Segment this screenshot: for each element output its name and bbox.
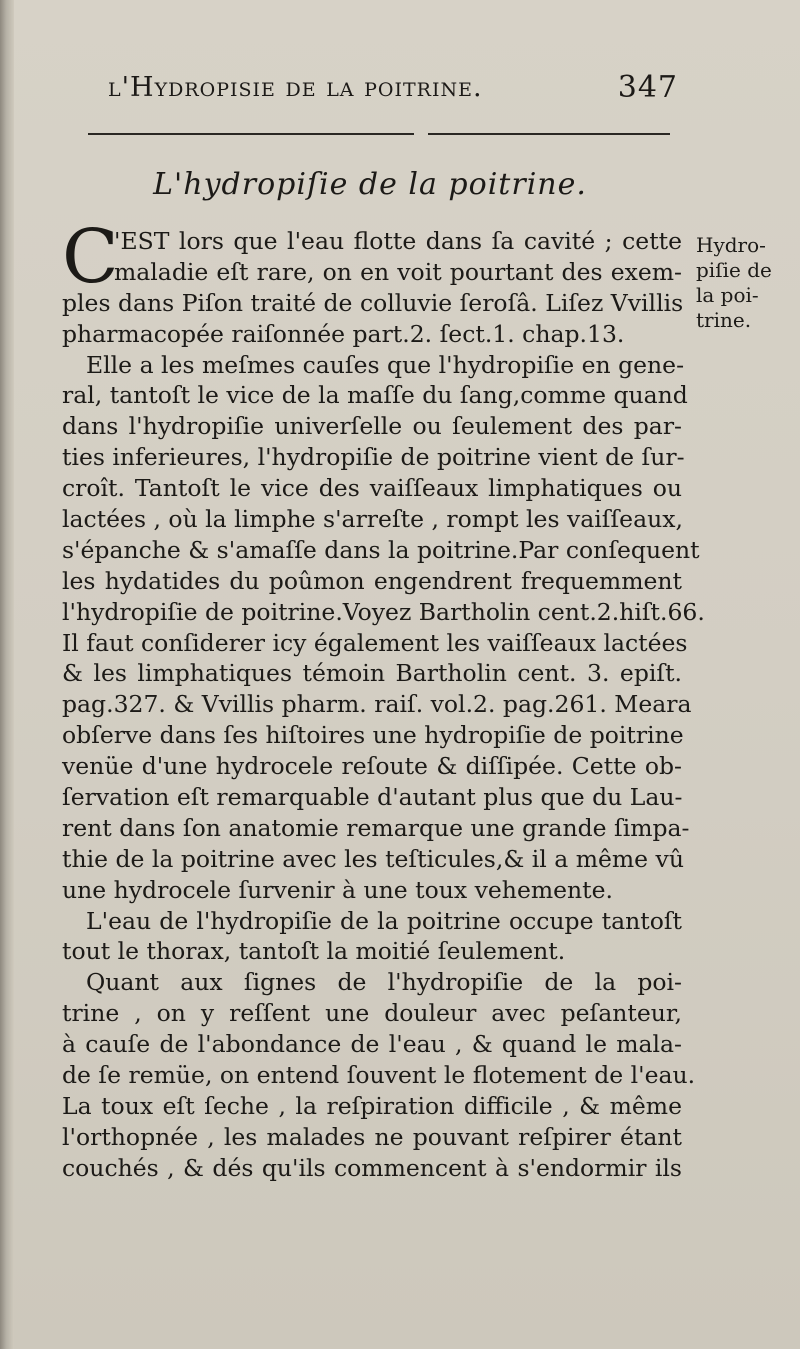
header-rule-left xyxy=(88,133,414,135)
body-line: venüe d'une hydrocele reſoute & diſſipée. Cette ob- xyxy=(62,752,682,781)
drop-cap: C xyxy=(62,214,119,300)
body-line: Il faut conſiderer icy également les vaiſſeaux lactées xyxy=(62,628,688,657)
body-line: croît. Tantoſt le vice des vaiſſeaux limphatiques ou xyxy=(62,474,682,503)
body-line: obſerve dans ſes hiſtoires une hydropiſie de poitrine xyxy=(62,721,684,750)
body-line: thie de la poitrine avec les teſticules,& il a même vû xyxy=(62,844,684,873)
body-line: ſervation eſt remarquable d'autant plus que du Lau- xyxy=(62,783,683,812)
body-line: ples dans Piſon traité de colluvie ſeroſâ. Liſez Vvillis xyxy=(62,288,684,317)
section-title: L'hydropiſie de la poitrine. xyxy=(153,167,587,202)
body-line: maladie eſt rare, on en voit pourtant des exem- xyxy=(114,257,682,286)
body-line: & les limphatiques témoin Bartholin cent. 3. epiſt. xyxy=(62,659,682,688)
binding-gutter xyxy=(0,0,14,1349)
body-line: ties inferieures, l'hydropiſie de poitrine vient de ſur- xyxy=(62,443,685,472)
body-line: dans l'hydropiſie univerſelle ou ſeulement des par- xyxy=(62,412,682,441)
body-line: couchés , & dés qu'ils commencent à s'endormir ils xyxy=(62,1153,682,1182)
page-number: 347 xyxy=(617,70,678,105)
body-line: l'hydropiſie de poitrine.Voyez Bartholin cent.2.hiſt.66. xyxy=(62,597,705,626)
body-line: Elle a les meſmes cauſes que l'hydropiſie en gene- xyxy=(86,350,685,379)
marginal-note-line: Hydro- xyxy=(696,233,766,257)
running-title: l'Hydropisie de la poitrine. xyxy=(108,72,483,103)
marginal-note-line: trine. xyxy=(696,308,752,332)
marginal-note-line: piſie de xyxy=(696,258,772,282)
body-line: rent dans ſon anatomie remarque une grande ſimpa- xyxy=(62,813,690,842)
body-line: à cauſe de l'abondance de l'eau , & quand le mala- xyxy=(62,1030,682,1059)
body-line: trine , on y reſſent une douleur avec peſanteur, xyxy=(62,999,682,1028)
marginal-note-line: la poi- xyxy=(696,283,759,307)
body-line: tout le thorax, tantoſt la moitié ſeulement. xyxy=(62,937,566,966)
body-text xyxy=(62,214,705,1184)
marginal-note xyxy=(696,233,796,333)
header-rule-right xyxy=(428,133,670,135)
body-line: pharmacopée raiſonnée part.2. ſect.1. chap.13. xyxy=(62,319,625,348)
body-line: les hydatides du poûmon engendrent frequemment xyxy=(62,566,682,595)
body-line: de ſe remüe, on entend ſouvent le flotement de l'eau. xyxy=(62,1061,696,1090)
body-line: La toux eſt ſeche , la reſpiration difficile , & même xyxy=(62,1091,682,1120)
body-line: ral, tantoſt le vice de la maſſe du ſang,comme quand xyxy=(62,381,688,410)
body-line: pag.327. & Vvillis pharm. raiſ. vol.2. pag.261. Meara xyxy=(62,690,692,719)
body-line: 'EST lors que l'eau flotte dans ſa cavité ; cette xyxy=(114,227,682,255)
body-line: l'orthopnée , les malades ne pouvant reſpirer étant xyxy=(62,1122,682,1151)
body-line: lactées , où la limphe s'arreſte , rompt les vaiſſeaux, xyxy=(62,505,683,534)
running-head xyxy=(108,72,688,103)
body-line: Quant aux ſignes de l'hydropiſie de la poi- xyxy=(86,968,682,997)
body-line: L'eau de l'hydropiſie de la poitrine occupe tantoſt xyxy=(86,906,682,935)
body-line: s'épanche & s'amaſſe dans la poitrine.Par conſequent xyxy=(62,535,700,564)
body-line: une hydrocele ſurvenir à une toux vehemente. xyxy=(62,875,613,904)
